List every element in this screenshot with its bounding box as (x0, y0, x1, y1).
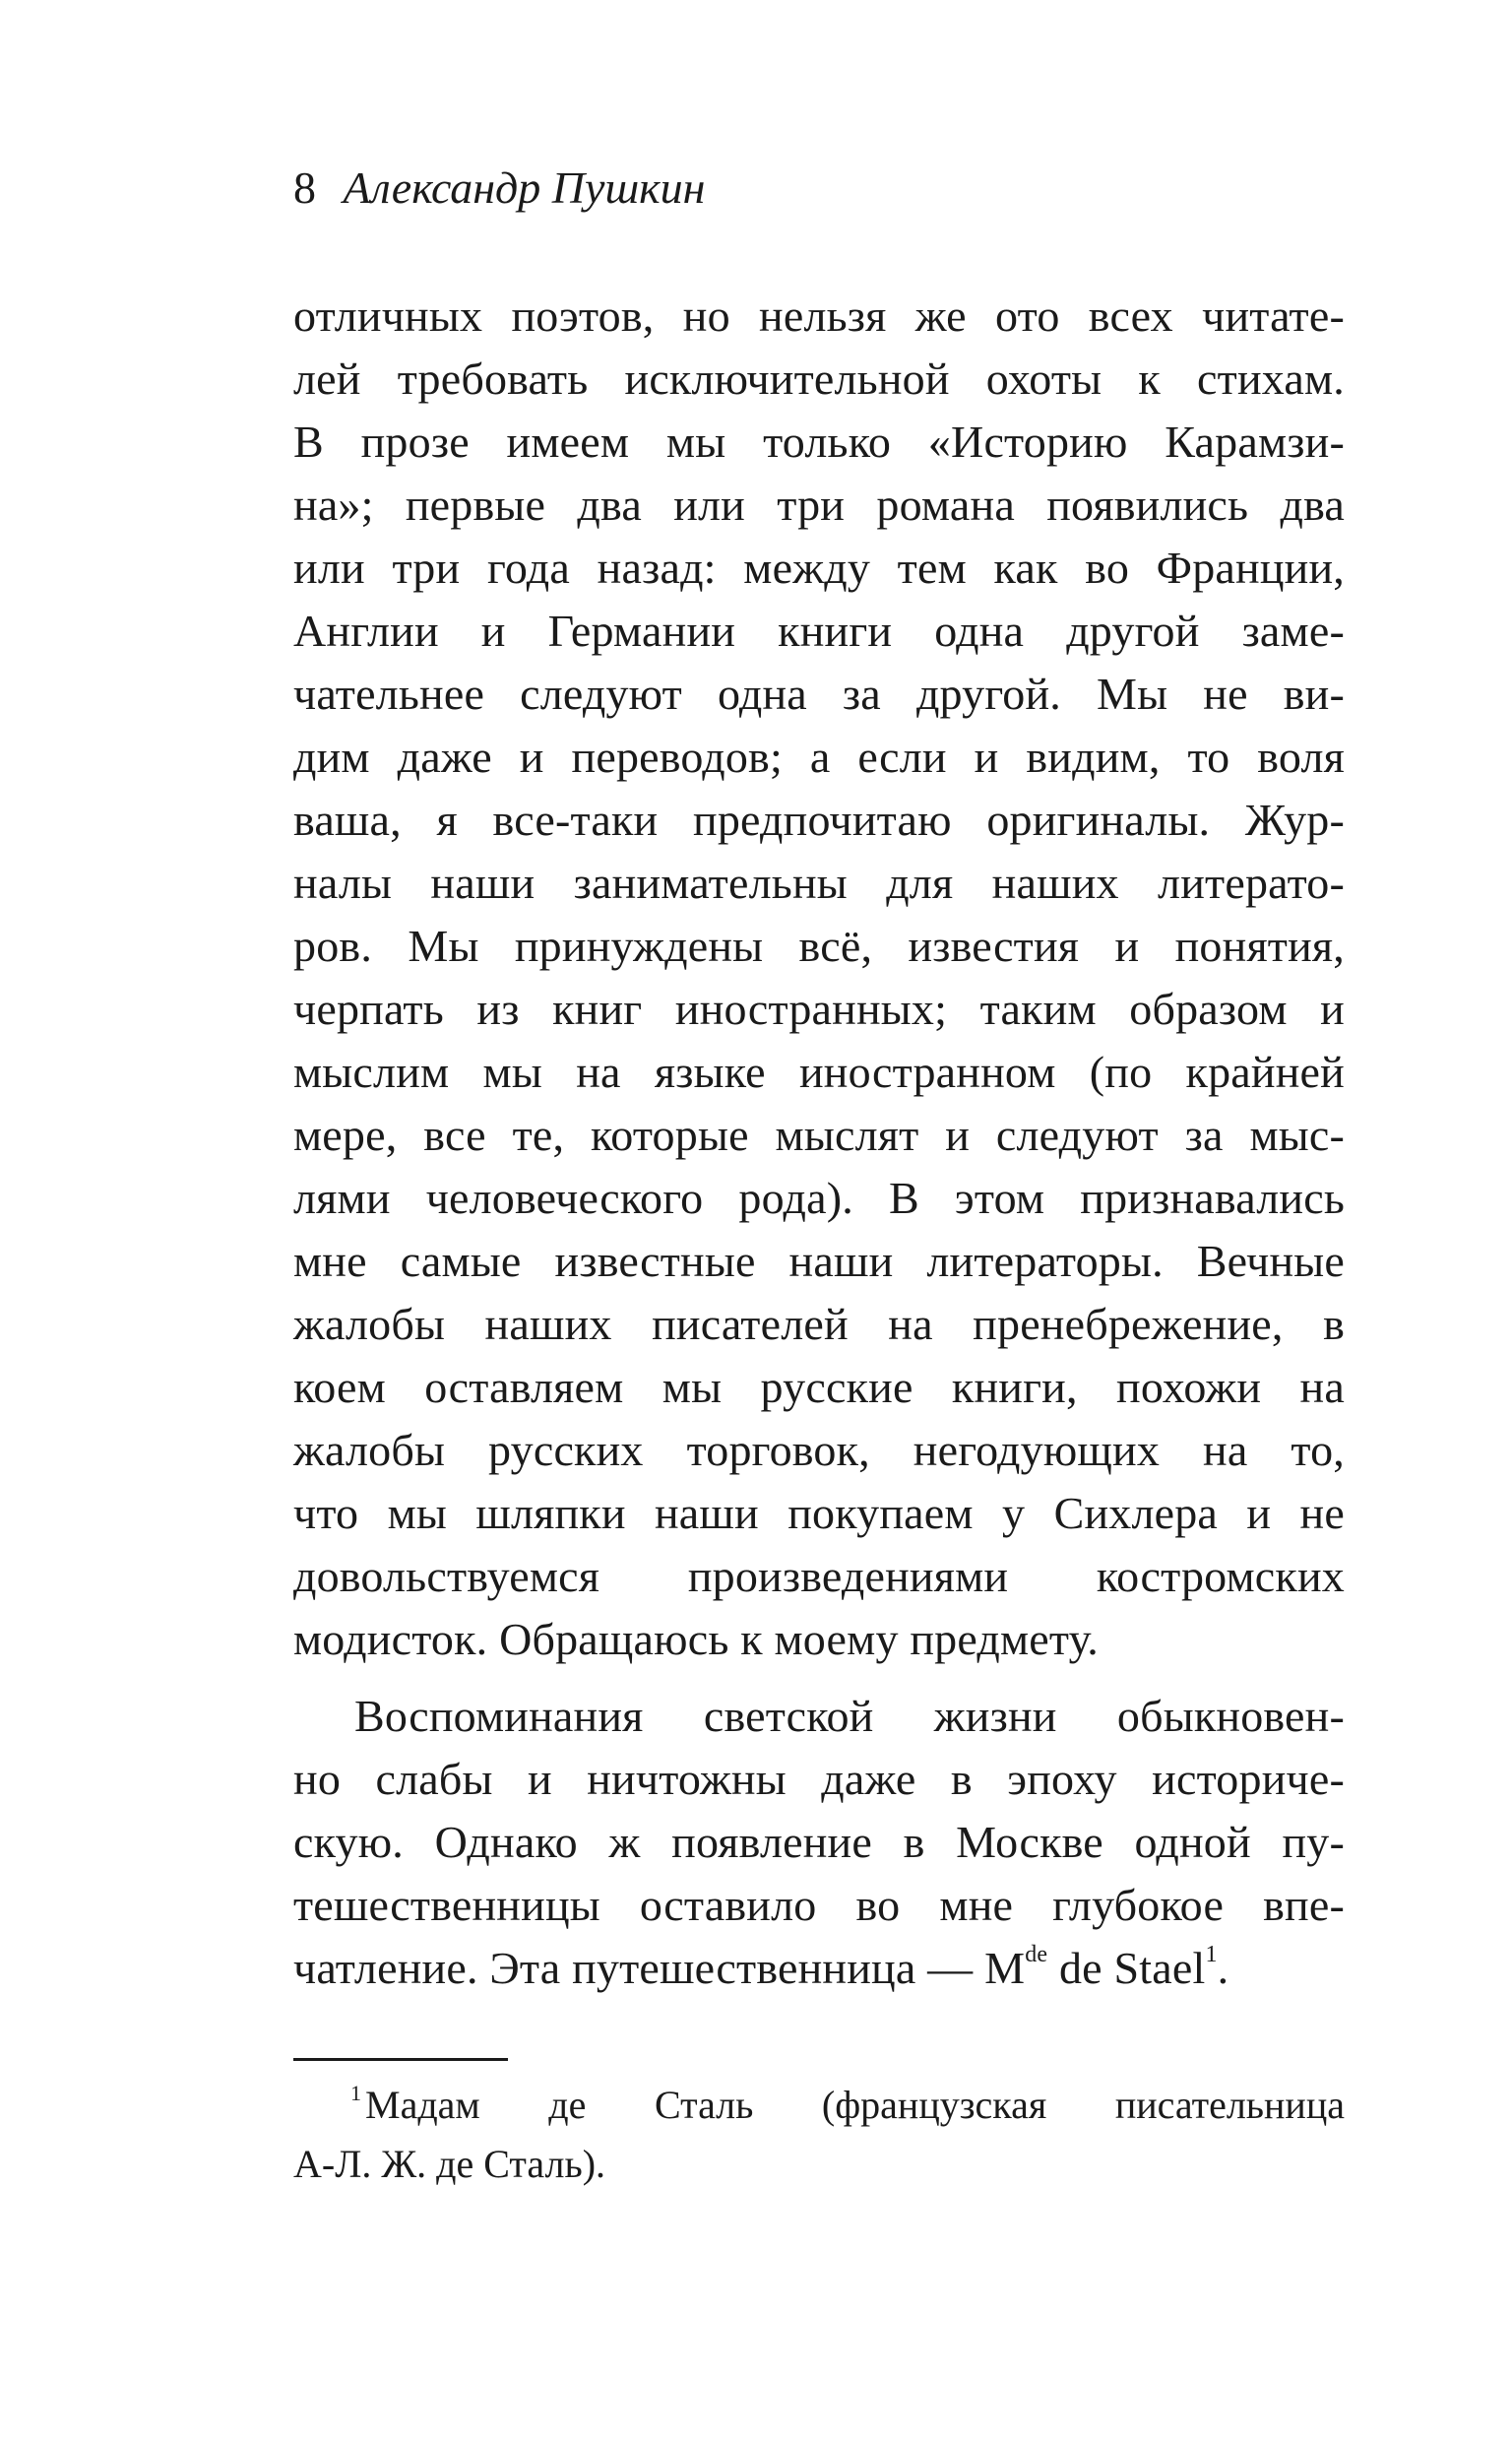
footnote-line (293, 2076, 1345, 2135)
footnote-marker: 1 (350, 2081, 361, 2105)
text-line: дим даже и переводов; а если и видим, то воля (293, 732, 1345, 782)
text-line: В прозе имеем мы только «Историю Карамзи- (293, 417, 1345, 467)
running-head (293, 162, 706, 213)
text-line: что мы шляпки наши покупаем у Сихлера и не (293, 1488, 1345, 1538)
text-line: ваша, я все-таки предпочитаю оригиналы. Жур- (293, 795, 1345, 845)
text-line: Англии и Германии книги одна другой заме- (293, 606, 1345, 656)
text-line: черпать из книг иностранных; таким образом и (293, 984, 1345, 1034)
text-line: или три года назад: между тем как во Франции, (293, 543, 1345, 593)
page-number: 8 (293, 162, 316, 213)
text-line: довольствуемся произведениями костромских (293, 1551, 1345, 1601)
text-line: мыслим мы на языке иностранном (по крайней (293, 1047, 1345, 1097)
superscript-de: de (1025, 1942, 1048, 1967)
text-line-last (293, 1937, 1345, 2000)
text-line: лей требовать исключительной охоты к стихам. (293, 354, 1345, 404)
text-fragment: . (1217, 1943, 1229, 1993)
text-fragment: чатление. Эта путешественница — M (293, 1943, 1026, 1993)
author-name: Александр Пушкин (343, 162, 706, 213)
text-line: но слабы и ничтожны даже в эпоху историче- (293, 1754, 1345, 1804)
text-line: мере, все те, которые мыслят и следуют за мыс- (293, 1110, 1345, 1160)
text-line: тешественницы оставило во мне глубокое впе- (293, 1880, 1345, 1930)
footnote-reference[interactable]: 1 (1205, 1942, 1218, 1967)
text-line: на»; первые два или три романа появились два (293, 480, 1345, 530)
text-line: модисток. Обращаюсь к моему предмету. (293, 1614, 1099, 1664)
footnote-line: А-Л. Ж. де Сталь). (293, 2142, 606, 2186)
text-line: мне самые известные наши литераторы. Вечные (293, 1236, 1345, 1286)
text-line: коем оставляем мы русские книги, похожи на (293, 1362, 1345, 1412)
text-line: лями человеческого рода). В этом признавались (293, 1173, 1345, 1223)
paragraph-1 (293, 285, 1345, 1671)
text-line: ров. Мы принуждены всё, известия и понятия, (293, 921, 1345, 971)
main-text (293, 285, 1345, 2000)
text-line: Воспоминания светской жизни обыкновен- (354, 1691, 1345, 1741)
paragraph-2 (293, 1685, 1345, 2000)
footnote (293, 2076, 1345, 2194)
footnote-divider (293, 2058, 508, 2061)
footnote-text: Мадам де Сталь (французская писательница (365, 2083, 1345, 2127)
text-line: жалобы русских торговок, негодующих на то, (293, 1425, 1345, 1475)
text-line: налы наши занимательны для наших литерато- (293, 858, 1345, 908)
text-line: жалобы наших писателей на пренебрежение, в (293, 1299, 1345, 1349)
text-line: скую. Однако ж появление в Москве одной пу- (293, 1817, 1345, 1867)
name-stael: de Stael (1047, 1943, 1206, 1993)
text-line: отличных поэтов, но нельзя же ото всех читате- (293, 290, 1345, 341)
text-line: чательнее следуют одна за другой. Мы не ви- (293, 669, 1345, 719)
